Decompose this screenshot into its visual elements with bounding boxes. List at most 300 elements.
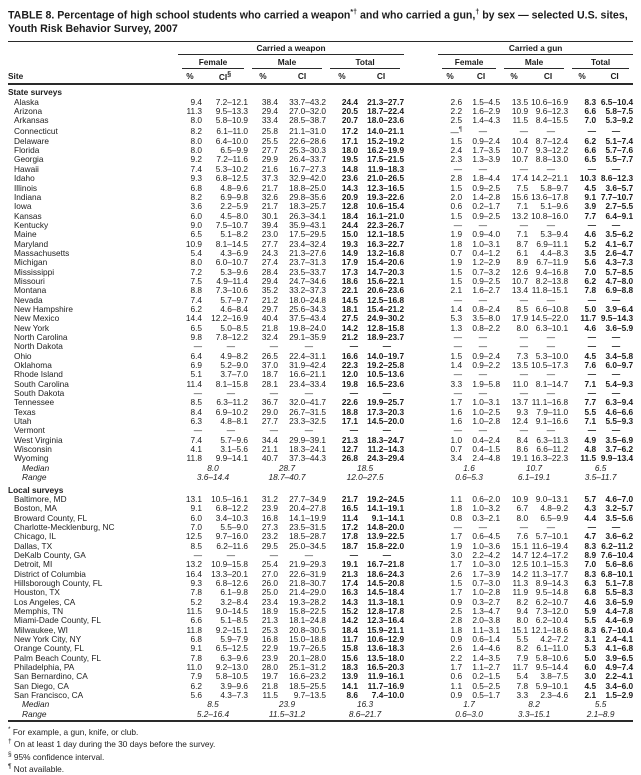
cell-value: 13.7 xyxy=(511,397,529,408)
cell-value: 7.9 xyxy=(190,671,202,682)
table-title xyxy=(8,6,633,36)
cell-site: San Bernardino, CA xyxy=(14,671,88,682)
cell-value: — xyxy=(611,369,621,380)
cell-value: 0.4–2.4 xyxy=(472,434,501,445)
cell-value: — xyxy=(304,341,313,352)
cell-value: 0.6–2.0 xyxy=(472,493,501,504)
cell-value: 30.1 xyxy=(261,210,278,221)
cell-value: 4.9–7.4 xyxy=(605,662,634,673)
cell-value: 17.9 xyxy=(511,313,529,324)
cell-site: Oklahoma xyxy=(14,360,52,371)
cell-value: 26.3–34.1 xyxy=(289,210,326,221)
cell-value: — xyxy=(546,163,556,174)
cell-value: 3.7–6.2 xyxy=(605,444,634,455)
cell-value: 9.1–14.1 xyxy=(371,512,405,523)
cell-value: 10.4 xyxy=(511,135,529,146)
cell-site: Idaho xyxy=(14,173,35,184)
cell-value: 5.9 xyxy=(584,605,597,616)
column-gap xyxy=(404,116,438,125)
cell-value: 1.4–3.5 xyxy=(472,652,501,663)
column-gap xyxy=(404,324,438,333)
cell-value: 25.0 xyxy=(261,587,278,598)
column-gap xyxy=(404,314,438,323)
cell-value: 12.1–18.6 xyxy=(531,624,569,635)
cell-value: 6.6 xyxy=(190,615,202,626)
cell-value: 32.4 xyxy=(261,332,278,342)
column-gap xyxy=(404,41,438,84)
cell-value: 23.9 xyxy=(261,503,278,514)
cell-range: 5.2–16.4 xyxy=(178,710,248,721)
cell-value: 21.8 xyxy=(261,322,278,333)
cell-value: 13.5 xyxy=(511,96,529,107)
cell-value: 18.4 xyxy=(341,210,358,221)
cell-value: 5.2–9.0 xyxy=(220,360,248,371)
cell-value: 7.2–12.1 xyxy=(215,96,248,107)
cell-site: Houston, TX xyxy=(14,587,60,598)
cell-value: 11.5 xyxy=(262,690,278,701)
cell-value: — xyxy=(546,219,556,230)
cell-value: 16.5–20.3 xyxy=(367,662,405,673)
cell-value: 18.6–24.3 xyxy=(367,568,405,579)
cell-value: 8.7 xyxy=(516,238,529,249)
cell-value: 7.3 xyxy=(516,350,529,361)
cell-value: 6.3–9.4 xyxy=(605,397,634,408)
cell-value: 1.8 xyxy=(450,238,463,249)
cell-value: — xyxy=(546,126,556,137)
cell-value: 2.4–4.1 xyxy=(605,634,634,644)
cell-value: 11.3 xyxy=(186,105,202,116)
cell-median: 10.7 xyxy=(526,462,543,473)
cell-value: 11.7 xyxy=(512,662,529,673)
cell-value: 9.8 xyxy=(190,332,202,342)
cell-median: 18.5 xyxy=(356,462,374,473)
cell-value: 11.3–18.1 xyxy=(367,596,405,607)
cell-value: 18.3–24.7 xyxy=(367,434,405,445)
cell-value: 4.1 xyxy=(190,444,202,455)
cell-value: 14.5–20.0 xyxy=(367,416,405,427)
footnote: ¶ Not available. xyxy=(8,763,65,774)
cell-value: 5.2 xyxy=(584,238,597,249)
cell-value: 3.1 xyxy=(584,634,597,644)
cell-value: 5.0–8.5 xyxy=(220,322,248,333)
cell-value: 7.6 xyxy=(516,531,529,542)
cell-value: 6.8–12.5 xyxy=(215,173,248,184)
cell-site: Texas xyxy=(14,406,36,417)
cell-value: 7.8 xyxy=(584,285,597,296)
cell-value: 1.5–4.5 xyxy=(472,96,501,107)
cell-site: Wisconsin xyxy=(14,444,52,455)
cell-value: 25.1–31.2 xyxy=(289,662,326,673)
cell-value: 21.1–31.0 xyxy=(289,126,326,137)
cell-value: 31.9–42.4 xyxy=(289,360,326,371)
cell-value: 1.0–3.1 xyxy=(472,238,501,249)
cell-value: 9.5–14.8 xyxy=(535,587,569,598)
cell-value: 8.4–15.5 xyxy=(535,115,569,126)
cell-value: 23.4–32.4 xyxy=(289,238,326,249)
cell-value: 1.1–3.1 xyxy=(472,624,501,635)
cell-value: 14.7 xyxy=(511,549,529,560)
cell-value: 27.5 xyxy=(341,313,358,324)
stat-label: Range xyxy=(8,710,178,721)
column-gap xyxy=(404,436,438,445)
cell-value: 4.6 xyxy=(584,229,597,240)
cell-value: 20.9 xyxy=(341,191,358,202)
cell-value: 12.8–15.8 xyxy=(367,322,405,333)
cell-value: 4.6 xyxy=(584,322,597,333)
cell-value: 8.1–14.7 xyxy=(535,378,569,389)
cell-value: 29.0 xyxy=(261,406,278,417)
col-header-ci: CI xyxy=(462,69,500,85)
cell-value: 18.3 xyxy=(341,662,358,673)
cell-site: Arizona xyxy=(14,105,43,116)
column-gap xyxy=(404,663,438,672)
cell-value: 2.6–4.7 xyxy=(605,247,634,258)
cell-value: 7.4–10.0 xyxy=(371,690,405,701)
col-header-pct: % xyxy=(438,69,462,85)
cell-value: 6.2–10.4 xyxy=(535,615,569,626)
cell-value: 1.4–2.8 xyxy=(472,191,501,202)
cell-value: 12.3–16.5 xyxy=(367,182,405,193)
cell-site: Dallas, TX xyxy=(14,540,53,551)
cell-value: 14.5–20.8 xyxy=(367,577,405,588)
cell-value: 29.1–35.9 xyxy=(289,332,326,342)
cell-value: 12.8–17.8 xyxy=(367,605,405,616)
cell-value: 0.5–1.7 xyxy=(472,690,501,701)
cell-value: 9.3 xyxy=(190,577,202,588)
cell-value: 6.5–9.9 xyxy=(540,512,569,523)
table-row xyxy=(8,333,633,342)
cell-value: 14.4 xyxy=(185,313,202,324)
cell-value: 8.4 xyxy=(190,406,202,417)
cell-value: 2.6 xyxy=(450,96,463,107)
cell-value: 12.4–17.2 xyxy=(531,549,569,560)
cell-value: 5.1 xyxy=(190,369,202,380)
cell-value: — xyxy=(611,126,621,137)
cell-value: 21.7 xyxy=(261,201,278,212)
cell-value: 4.8 xyxy=(584,444,597,455)
cell-value: 15.6–22.1 xyxy=(367,275,405,286)
cell-value: 13.2–16.8 xyxy=(367,247,405,258)
cell-value: 3.5–6.2 xyxy=(605,229,634,240)
cell-value: 6.0 xyxy=(190,512,202,523)
subheader-weapon-female: Female xyxy=(178,55,248,69)
cell-value: 15.0–18.8 xyxy=(289,634,326,644)
cell-site: Maine xyxy=(14,229,37,240)
cell-value: 13.3–20.1 xyxy=(211,568,248,579)
cell-value: 5.7–8.5 xyxy=(605,266,634,277)
cell-median: 6.5 xyxy=(594,462,607,473)
column-gap xyxy=(404,98,438,107)
cell-value: — xyxy=(349,425,358,436)
cell-value: — xyxy=(519,219,529,230)
cell-value: 9.0–14.5 xyxy=(215,605,248,616)
cell-value: 22.6–28.6 xyxy=(289,135,326,146)
cell-value: 5.0 xyxy=(584,652,597,663)
cell-value: 1.0–2.5 xyxy=(472,406,501,417)
cell-value: 14.1–19.9 xyxy=(289,512,326,523)
cell-value: 18.3–24.1 xyxy=(289,444,326,455)
cell-value: 12.7 xyxy=(341,444,358,455)
cell-value: 0.5–2.5 xyxy=(472,680,501,691)
title-text-3: by sex — selected U.S. sites, Youth Risk Behavior Survey, 2007 xyxy=(8,9,628,35)
cell-value: 22.4–31.1 xyxy=(289,350,326,361)
cell-value: 25.3–30.3 xyxy=(289,145,326,156)
cell-value: — xyxy=(611,388,621,399)
cell-value: 15.4–20.6 xyxy=(367,257,405,268)
cell-value: 16.2–19.9 xyxy=(367,145,405,156)
cell-value: 6.1 xyxy=(516,247,529,258)
cell-value: — xyxy=(519,341,529,352)
cell-value: 16.6–21.1 xyxy=(289,369,326,380)
cell-value: 9.6–12.3 xyxy=(535,105,569,116)
column-gap xyxy=(404,361,438,370)
cell-value: 1.8–4.4 xyxy=(472,173,501,184)
cell-value: 22.3 xyxy=(341,360,358,371)
cell-value: 8.2–13.8 xyxy=(535,275,569,286)
cell-value: 2.6 xyxy=(450,643,463,654)
cell-value: 5.7–10.1 xyxy=(535,531,569,542)
cell-value: 31.2 xyxy=(261,493,278,504)
cell-value: — xyxy=(349,341,358,352)
cell-value: 3.5–5.6 xyxy=(605,512,634,523)
cell-value: 18.7 xyxy=(341,540,358,551)
cell-value: 2.5 xyxy=(450,605,463,616)
cell-value: — xyxy=(382,425,392,436)
cell-value: 4.7 xyxy=(584,531,597,542)
cell-value: 11.6–19.4 xyxy=(531,540,569,551)
column-gap xyxy=(404,230,438,239)
cell-value: 7.1 xyxy=(516,229,529,240)
cell-value: 15.2 xyxy=(341,605,358,616)
cell-value: 0.6 xyxy=(450,671,463,682)
cell-value: 32.9–42.0 xyxy=(289,173,326,184)
cell-value: 1.7–3.5 xyxy=(472,145,501,156)
cell-value: 5.8–9.7 xyxy=(540,182,569,193)
cell-value: 15.6 xyxy=(511,191,529,202)
cell-value: 19.3–28.2 xyxy=(289,596,326,607)
table-row xyxy=(8,417,633,426)
col-header-ci: CI xyxy=(278,69,326,85)
cell-value: 4.7–8.0 xyxy=(605,275,634,286)
cell-value: 17.4 xyxy=(511,173,529,184)
cell-value: — xyxy=(453,332,463,342)
table-row xyxy=(8,116,633,125)
cell-value: 22.3–26.7 xyxy=(367,219,405,230)
cell-value: 7.7–10.7 xyxy=(600,191,634,202)
cell-value: — xyxy=(478,126,488,137)
cell-value: 13.2 xyxy=(185,559,202,570)
cell-value: — xyxy=(546,388,556,399)
cell-value: 2.5 xyxy=(450,115,463,126)
cell-value: — xyxy=(546,341,556,352)
cell-value: 10.9–15.8 xyxy=(211,559,248,570)
cell-value: 5.5 xyxy=(584,406,597,417)
col-header-pct: % xyxy=(178,69,202,85)
cell-value: 11.5 xyxy=(512,115,529,126)
column-gap xyxy=(404,598,438,607)
footnote: § 95% confidence interval. xyxy=(8,750,105,762)
cell-value: 3.3 xyxy=(450,378,463,389)
cell-value: 21.8–30.7 xyxy=(289,577,326,588)
cell-value: 5.6–8.6 xyxy=(605,559,634,570)
cell-value: 1.3 xyxy=(450,322,463,333)
cell-value: 17.3–20.3 xyxy=(367,406,405,417)
cell-value: 8.3 xyxy=(584,540,597,551)
cell-value: — xyxy=(587,126,597,137)
cell-value: 1.0 xyxy=(450,434,463,445)
column-gap xyxy=(404,579,438,588)
cell-value: 21.0–26.5 xyxy=(367,173,405,184)
cell-site: New Mexico xyxy=(14,313,60,324)
cell-value: 21.2 xyxy=(261,294,278,305)
cell-value: 4.4 xyxy=(584,512,597,523)
cell-value: 27.7–34.9 xyxy=(289,493,326,504)
cell-value: 8.0 xyxy=(516,322,529,333)
stat-label: Range xyxy=(22,472,47,483)
cell-median: 1.7 xyxy=(463,699,475,710)
cell-value: 5.7 xyxy=(584,493,597,504)
cell-value: 16.7–21.8 xyxy=(367,559,405,570)
cell-value: 14.2 xyxy=(341,615,358,626)
cell-value: 5.3–9.2 xyxy=(605,115,634,126)
cell-value: 14.5–22.0 xyxy=(531,313,569,324)
cell-site: North Carolina xyxy=(14,332,68,342)
column-gap xyxy=(404,126,438,137)
cell-value: 36.7 xyxy=(261,397,278,408)
cell-value: 14.0–21.1 xyxy=(367,126,405,137)
cell-value: 5.3–10.2 xyxy=(215,163,248,174)
cell-value: 11.7 xyxy=(580,313,597,324)
ci-footnote-marker: § xyxy=(227,70,232,78)
cell-value: 9.2–15.1 xyxy=(215,624,248,635)
cell-site: Montana xyxy=(14,285,47,296)
cell-value: 12.6 xyxy=(511,266,529,277)
cell-site: South Carolina xyxy=(14,378,69,389)
cell-value: 22.6–31.9 xyxy=(289,568,326,579)
cell-value: 26.5 xyxy=(261,350,278,361)
cell-value: 4.8–9.2 xyxy=(540,503,569,514)
cell-value: 0.7–3.0 xyxy=(472,577,501,588)
cell-value: — xyxy=(611,163,621,174)
cell-value: 28.1 xyxy=(261,378,278,389)
cell-value: 10.3 xyxy=(579,173,597,184)
cell-value: 6.0 xyxy=(190,210,202,221)
cell-value: 37.0 xyxy=(261,360,278,371)
cell-value: 6.4–10.0 xyxy=(215,135,248,146)
cell-value: 9.1 xyxy=(584,191,597,202)
cell-site: New Hampshire xyxy=(14,303,74,314)
cell-value: — xyxy=(453,425,463,436)
cell-value: 16.6–23.2 xyxy=(289,671,326,682)
cell-value: 12.5 xyxy=(185,531,202,542)
cell-value: — xyxy=(453,219,463,230)
footnote-marker: † xyxy=(8,738,12,746)
cell-value: 6.2–11.6 xyxy=(216,540,248,551)
cell-site: Memphis, TN xyxy=(14,605,64,616)
cell-value: 1.9 xyxy=(450,257,463,268)
cell-value: — xyxy=(587,341,597,352)
cell-value: 0.2–1.7 xyxy=(472,201,501,212)
cell-value: 5.3–9.4 xyxy=(540,229,569,240)
cell-value: — xyxy=(587,425,597,436)
cell-value: 17.4 xyxy=(341,577,358,588)
cell-value: 0.7 xyxy=(450,247,463,258)
cell-value: 0.7–3.2 xyxy=(472,266,501,277)
cell-value: 6.1–9.8 xyxy=(220,587,248,598)
column-gap xyxy=(404,551,438,560)
cell-value: 5.4 xyxy=(516,671,529,682)
cell-value: — xyxy=(478,219,488,230)
footnote-marker: § xyxy=(8,750,12,758)
cell-value: 5.0 xyxy=(584,303,597,314)
cell-value: 6.9–11.1 xyxy=(536,238,569,249)
cell-value: — xyxy=(226,425,235,436)
cell-value: 9.4 xyxy=(516,605,529,616)
cell-value: 18.0–24.8 xyxy=(289,294,326,305)
cell-value: 1.9 xyxy=(450,540,463,551)
cell-value: 15.4–21.2 xyxy=(367,303,405,314)
cell-value: 19.5 xyxy=(341,154,358,165)
cell-value: 0.9–2.5 xyxy=(472,275,501,286)
cell-value: 1.4 xyxy=(450,303,463,314)
cell-value: 11.0 xyxy=(186,662,202,673)
cell-value: 4.6 xyxy=(584,596,597,607)
cell-value: 25.4 xyxy=(261,559,278,570)
cell-value: 1.5 xyxy=(450,275,463,286)
cell-value: 8.5 xyxy=(190,540,202,551)
cell-value: 15.8 xyxy=(341,643,358,654)
range-row xyxy=(8,710,633,721)
cell-value: 10.5–16.1 xyxy=(211,493,248,504)
cell-value: 0.9–2.4 xyxy=(472,350,501,361)
cell-value: — xyxy=(611,341,621,352)
cell-value: 3.5 xyxy=(584,247,597,258)
cell-value: 3.0 xyxy=(450,549,463,560)
cell-value: 5.3–10.0 xyxy=(535,350,569,361)
column-gap xyxy=(404,240,438,249)
cell-value: 21.4–29.0 xyxy=(289,587,326,598)
cell-value: 6.2–11.2 xyxy=(601,540,634,551)
cell-value: 28.4 xyxy=(261,266,278,277)
cell-value: 9.2–13.0 xyxy=(215,662,248,673)
cell-site: Maryland xyxy=(14,238,49,249)
cell-value: — xyxy=(226,388,235,399)
cell-value: 1.9–5.8 xyxy=(472,378,501,389)
cell-value: 33.7–43.2 xyxy=(289,96,326,107)
cell-value: — xyxy=(453,369,463,380)
cell-value: 4.3 xyxy=(584,503,597,514)
cell-value: 7.0 xyxy=(584,115,597,126)
table-header xyxy=(8,41,633,84)
cell-value: 3.8–7.5 xyxy=(540,671,569,682)
cell-value: 33.2–37.3 xyxy=(289,285,326,296)
cell-median: 8.0 xyxy=(207,462,219,473)
cell-value: 29.8–35.6 xyxy=(289,191,326,202)
cell-value: 7.3–10.6 xyxy=(215,285,248,296)
cell-site: Connecticut xyxy=(14,126,58,137)
cell-value: 19.1 xyxy=(341,559,358,570)
cell-value: 6.2 xyxy=(584,135,597,146)
cell-value: 1.5 xyxy=(450,577,463,588)
cell-median: 8.5 xyxy=(207,699,219,710)
cell-value: 6.2 xyxy=(190,680,202,691)
cell-site: Palm Beach County, FL xyxy=(14,652,102,663)
cell-value: 8.2 xyxy=(516,643,529,654)
cell-value: 11.0 xyxy=(512,378,529,389)
data-table xyxy=(8,41,633,723)
cell-value: 7.1 xyxy=(584,416,597,427)
cell-value: 8.0 xyxy=(516,512,529,523)
